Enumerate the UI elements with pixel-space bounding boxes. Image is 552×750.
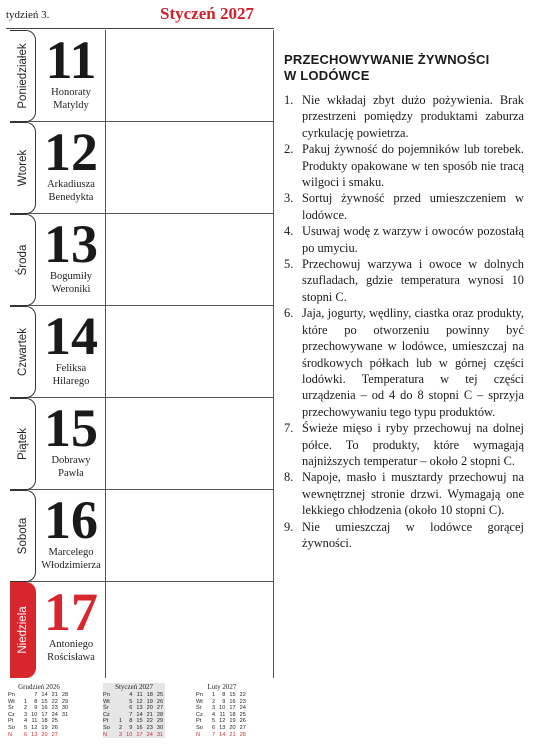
mini-calendar-weekday: So [103,724,110,731]
mini-calendar-date: 18 [229,711,236,718]
mini-calendar-current [103,683,165,738]
mini-calendar-date: 23 [51,705,58,712]
mini-calendar-weekday: Wt [196,698,203,705]
name-day: Hilarego [52,376,90,387]
weekday-label: Poniedziałek [16,43,29,109]
mini-calendar-date: 31 [61,711,69,718]
name-days [36,454,106,480]
mini-calendar-date: 15 [136,718,143,725]
list-item [284,141,524,190]
mini-calendar-date: 16 [136,724,143,731]
mini-calendar-prev [8,683,70,738]
article-title-line: W LODÓWCE [284,68,370,83]
mini-calendar-weekday: Cz [196,711,203,718]
top-divider [6,28,274,29]
mini-calendar-week-row [103,699,165,706]
mini-calendar-week-row [8,725,70,732]
mini-calendar-date: 17 [136,731,143,738]
item-number: 7. [284,421,294,436]
mini-calendar-weekday: So [196,724,203,731]
mini-calendar-date: 1 [212,692,216,698]
mini-calendar-date: 31 [156,731,164,738]
day-row-monday [10,30,274,122]
date-cell [36,582,106,678]
mini-calendar-date: 16 [41,705,48,712]
mini-calendar-date: 21 [229,731,236,738]
weekday-label: Środa [16,244,29,276]
mini-calendar-weekday: Cz [103,711,110,718]
mini-calendar-date: 11 [31,718,38,725]
day-number: 11 [45,30,97,90]
mini-calendar-date: 13 [31,731,38,738]
mini-calendar-date: 12 [136,698,143,705]
weekday-tab [10,214,36,306]
mini-calendar-date: 18 [146,692,153,698]
mini-calendar-date: 11 [136,692,143,698]
mini-calendar-week-row [196,692,248,699]
name-day: Włodzimierza [41,560,101,571]
mini-calendar-date: 8 [129,718,133,725]
mini-calendar-weekday: Pt [196,718,202,725]
mini-calendar-date: 9 [34,705,38,712]
mini-calendar-date [22,692,29,699]
mini-calendar-week-row [103,725,165,732]
weekday-label: Niedziela [16,606,29,654]
mini-calendar-grid [196,692,248,738]
mini-calendar-date: 13 [219,724,226,731]
mini-calendar-next [196,683,248,738]
month-title: Styczeń 2027 [160,4,254,23]
mini-calendar-date: 8 [34,698,38,705]
mini-calendar-date: 26 [156,698,164,705]
mini-calendar-date [117,692,124,699]
mini-calendar-date: 26 [51,724,58,731]
mini-calendar-date: 5 [129,698,133,705]
mini-calendar-week-row [103,712,165,719]
list-item [284,469,524,518]
day-number: 16 [44,490,98,550]
item-number: 8. [284,470,294,485]
mini-calendar-weekday: Pt [8,718,14,725]
mini-calendar-week-row [103,705,165,712]
mini-calendar-weekday: Pn [8,692,15,698]
list-item [284,92,524,141]
weekday-label: Wtorek [16,149,29,187]
mini-calendar-date: 10 [31,711,38,718]
mini-calendar-week-row [196,699,248,706]
date-cell [36,214,106,306]
mini-calendar-grid [103,692,165,738]
name-days [36,86,106,112]
mini-calendar-weekday: Śr [8,705,14,712]
tips-list [284,92,524,551]
mini-calendar-date: 11 [219,711,226,718]
item-text: Jaja, jogurty, wędliny, ciastka oraz produkty, które po otworzeniu powinny być przechowywane w lodówce, umieszczaj na środkowych półkach lub w górnej części lodówki. Temperatura w tej części urządzenia – od 4 do 8 stopni C – sprzyja przechowywaniu tego typu produktów. [302,306,524,419]
mini-calendar-date [60,732,70,739]
mini-calendar-weekday: N [196,731,201,738]
article-title [284,52,524,84]
mini-calendar-date: 6 [24,731,28,738]
mini-calendar-date: 10 [126,731,133,738]
mini-calendar-weekday: Pn [103,692,110,698]
mini-calendar-weekday: N [8,731,13,738]
item-number: 1. [284,93,294,107]
mini-calendar-date: 5 [212,718,216,725]
name-day: Rościsława [47,652,95,663]
week-label: tydzień 3. [6,9,50,21]
name-day: Dobrawy [51,455,91,466]
mini-calendar-week-row [196,725,248,732]
name-day: Honoraty [51,87,91,98]
mini-calendar-date [117,705,124,712]
weekday-tab [10,30,36,122]
mini-calendar-week-row [103,718,165,725]
mini-calendar-date: 12 [219,718,226,725]
day-number: 12 [44,122,98,182]
name-day: Pawła [58,468,84,479]
day-number: 13 [44,214,98,274]
mini-calendar-date: 6 [129,705,133,712]
mini-calendar-date: 28 [156,711,164,718]
mini-calendar-title: Styczeń 2027 [115,683,153,691]
date-cell [36,398,106,490]
mini-calendar-date: 4 [212,711,216,718]
mini-calendar-date: 3 [24,711,28,718]
item-number: 2. [284,142,294,157]
name-days [36,178,106,204]
mini-calendar-date: 3 [119,731,123,738]
mini-calendar-week-row [8,705,70,712]
mini-calendar-date [117,712,124,719]
mini-calendar-date: 25 [51,718,58,725]
mini-calendar-date: 27 [239,724,246,731]
article [284,52,524,551]
mini-calendar-weekday: Wt [8,698,15,705]
mini-calendar-title: Grudzień 2026 [18,683,60,691]
day-row-wednesday [10,214,274,306]
mini-calendar-title: Luty 2027 [207,683,237,691]
mini-calendar-date: 22 [146,718,153,725]
day-number: 15 [44,398,98,458]
name-day: Marcelego [48,547,94,558]
mini-calendar-date: 5 [24,724,28,731]
mini-calendar-date: 7 [129,711,133,718]
name-days [36,546,106,572]
mini-calendar-week-row [196,718,248,725]
mini-calendar-date: 2 [119,724,123,731]
mini-calendar-date: 29 [156,718,164,725]
mini-calendar-date: 20 [41,731,48,738]
mini-calendar-weekday: Śr [196,705,202,712]
mini-calendar-week-row [8,732,70,739]
mini-calendar-date: 24 [51,711,58,718]
mini-calendar-date: 21 [146,711,153,718]
mini-calendar-date: 23 [239,698,246,705]
mini-calendar-grid [8,692,70,738]
item-text: Nie umieszczaj w lodówce gorącej żywności. [302,519,524,550]
list-item [284,420,524,469]
mini-calendar-date: 16 [229,698,236,705]
mini-calendar-date: 30 [156,724,164,731]
mini-calendar-date: 8 [222,692,226,698]
mini-calendar-week-row [8,699,70,706]
item-text: Przechowuj warzywa i owoce w dolnych szufladach, gdzie temperatura wynosi 10 stopni C. [302,257,524,304]
mini-calendar-date [60,725,70,732]
weekday-tab [10,582,36,678]
mini-calendar-date: 22 [239,692,246,698]
item-text: Sortuj żywność przed umieszczeniem w lodówce. [302,191,524,222]
mini-calendar-date: 21 [51,692,58,698]
mini-calendar-date: 27 [51,731,58,738]
mini-calendar-date: 3 [212,705,216,712]
list-item [284,305,524,420]
day-column [10,30,274,678]
list-item [284,223,524,256]
mini-calendar-date: 9 [129,724,133,731]
mini-calendar-week-row [8,718,70,725]
item-number: 3. [284,191,294,206]
mini-calendar-date: 19 [229,718,236,725]
mini-calendar-date: 2 [24,705,28,712]
mini-calendar-date: 4 [24,718,28,725]
weekday-tab [10,490,36,582]
weekday-tab [10,398,36,490]
mini-calendar-date: 9 [222,698,226,705]
weekday-tab [10,306,36,398]
mini-calendar-date: 7 [212,731,216,738]
weekday-label: Piątek [16,428,29,460]
list-item [284,519,524,552]
day-row-sunday [10,582,274,678]
mini-calendar-date: 20 [229,724,236,731]
item-text: Nie wkładaj zbyt dużo pożywienia. Brak przestrzeni pomiędzy produktami zaburza cyrkulację powietrza. [302,93,524,140]
mini-calendar-week-row [103,732,165,739]
day-row-tuesday [10,122,274,214]
mini-calendar-weekday: Pn [196,692,203,698]
mini-calendar-week-row [8,692,70,699]
mini-calendar-date: 27 [156,705,164,712]
item-text: Usuwaj wodę z warzyw i owoców pozostałą po umyciu. [302,224,524,255]
item-text: Pakuj żywność do pojemników lub torebek. Produkty opakowane w ten sposób nie tracą wilgoci i smaku. [302,142,524,190]
mini-calendar-date: 23 [146,724,153,731]
name-days [36,270,106,296]
mini-calendar-date: 30 [61,705,69,712]
mini-calendar-date: 4 [129,692,133,698]
mini-calendar-date: 7 [34,692,38,698]
mini-calendar-week-row [8,712,70,719]
mini-calendar-date [60,718,70,725]
name-day: Weroniki [51,284,91,295]
date-cell [36,306,106,398]
article-title-line: PRZECHOWYWANIE ŻYWNOŚCI [284,52,490,67]
mini-calendar-date: 14 [219,731,226,738]
mini-calendar-week-row [196,712,248,719]
mini-calendar-weekday: So [8,724,15,731]
mini-calendar-date: 15 [229,692,236,698]
item-text: Napoje, masło i musztardy przechowuj na wewnętrznej stronie drzwi. Wymagają one lekkiego chłodzenia (około 10 stopni C). [302,470,524,518]
mini-calendar-date: 19 [41,724,48,731]
weekday-label: Sobota [16,517,29,555]
mini-calendar-date: 14 [136,711,143,718]
name-days [36,638,106,664]
item-number: 9. [284,519,294,534]
list-item [284,190,524,223]
item-number: 6. [284,306,294,321]
mini-calendar-week-row [196,732,248,739]
mini-calendar-date: 26 [239,718,246,725]
name-day: Benedykta [48,192,94,203]
mini-calendar-weekday: N [103,731,108,738]
mini-calendar-weekday: Cz [8,711,15,718]
mini-calendar-date: 10 [219,705,226,712]
name-day: Bogumiły [49,271,92,282]
name-day: Antoniego [48,639,94,650]
item-number: 4. [284,224,294,239]
mini-calendar-date: 28 [239,731,246,738]
name-day: Arkadiusza [47,179,95,190]
weekday-label: Czwartek [16,328,29,376]
mini-calendar-date: 29 [61,698,69,705]
mini-calendar-date: 14 [41,692,48,698]
mini-calendar-date: 20 [146,705,153,712]
mini-calendar-week-row [103,692,165,699]
mini-calendar-date: 19 [146,698,153,705]
date-cell [36,30,106,122]
mini-calendar-date: 25 [239,711,246,718]
mini-calendar-date: 1 [119,718,123,725]
mini-calendar-date: 13 [136,705,143,712]
mini-calendar-date: 1 [24,698,28,705]
list-item [284,256,524,305]
mini-calendar-weekday: Wt [103,698,110,705]
day-number: 17 [44,582,98,642]
mini-calendar-weekday: Śr [103,705,109,712]
name-days [36,362,106,388]
mini-calendar-date: 15 [41,698,48,705]
mini-calendar-date: 17 [229,705,236,712]
mini-calendar-date: 6 [212,724,216,731]
mini-calendar-date: 25 [156,692,164,698]
date-cell [36,122,106,214]
name-day: Matyldy [53,100,89,111]
mini-calendar-date: 22 [51,698,58,705]
name-day: Feliksa [55,363,87,374]
day-number: 14 [44,306,98,366]
mini-calendar-date: 24 [146,731,153,738]
item-text: Świeże mięso i ryby przechowuj na dolnej półce. To produkty, które wymagają najniższych temperatur – około 2 stopni C. [302,421,524,468]
mini-calendar-date: 28 [61,692,69,698]
date-cell [36,490,106,582]
mini-calendar-date: 2 [212,698,216,705]
mini-calendar-week-row [196,705,248,712]
mini-calendar-date: 24 [239,705,246,712]
mini-calendar-date: 12 [31,724,38,731]
mini-calendar-date [117,699,124,706]
day-row-saturday [10,490,274,582]
item-number: 5. [284,257,294,272]
mini-calendar-weekday: Pt [103,718,109,725]
day-row-friday [10,398,274,490]
mini-calendar-date: 17 [41,711,48,718]
weekday-tab [10,122,36,214]
day-row-thursday [10,306,274,398]
mini-calendar-date: 18 [41,718,48,725]
